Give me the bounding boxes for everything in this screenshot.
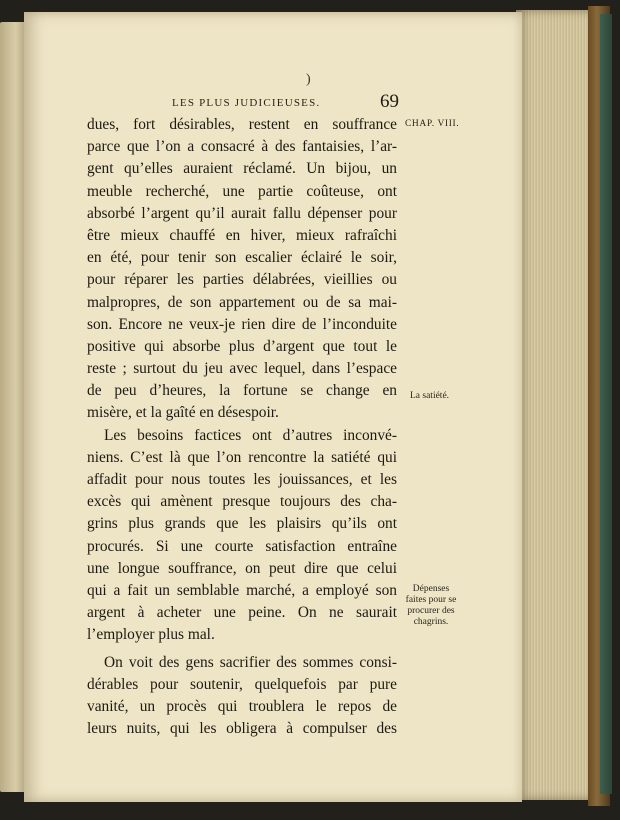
margin-note-line: faites pour se [405, 595, 457, 605]
paragraph-3 [87, 652, 397, 741]
text-line: meuble recherché, une partie coûteuse, ont [87, 182, 397, 200]
text-line: niens. C’est là que l’on rencontre la satiété qui [87, 448, 397, 466]
text-line: excès qui amènent presque toujours des cha- [87, 493, 397, 511]
text-line: être mieux chauffé en hiver, mieux rafraîchi [87, 226, 397, 244]
text-line: grins plus grands que les plaisirs qu’ils ont [87, 515, 397, 533]
text-line: positive qui absorbe plus d’argent que tout le [87, 337, 397, 355]
cover-cloth-strip [600, 14, 612, 794]
text-line: argent à acheter une peine. On ne saurait [87, 604, 397, 622]
margin-note-line: Dépenses [412, 584, 450, 594]
text-line: son. Encore ne veux-je rien dire de l’inconduite [87, 315, 397, 333]
text-line: gent qu’elles auraient réclamé. Un bijou, un [87, 160, 397, 178]
text-line: de peu d’heures, la fortune se change en [87, 382, 397, 400]
text-line: parce que l’on a consacré à des fantaisies, l’ar- [87, 138, 397, 156]
text-line: Les besoins factices ont d’autres inconvé- [104, 426, 397, 444]
text-line: l’employer plus mal. [87, 626, 215, 644]
text-line: une longue souffrance, on peut dire que celui [87, 559, 397, 577]
text-line: malpropres, de son appartement ou de sa mai- [87, 293, 397, 311]
paragraph-1 [87, 114, 397, 425]
text-line: procurés. Si une courte satisfaction entraîne [87, 537, 397, 555]
text-line: pour réparer les parties délabrées, vieillies ou [87, 271, 397, 289]
text-line: dues, fort désirables, restent en souffrance [87, 116, 397, 133]
text-line: dérables pour soutenir, quelquefois par pure [87, 675, 397, 693]
text-line: qui a fait un semblable marché, a employé son [87, 581, 397, 599]
page-block-edges [516, 10, 594, 800]
margin-note-satiete: La satiété. [410, 391, 450, 401]
text-line: leurs nuits, qui les obligera à compulser des [87, 720, 397, 738]
body-text [87, 114, 397, 740]
margin-note-chapter: CHAP. VIII. [405, 119, 460, 129]
margin-note-depenses [400, 584, 462, 628]
text-line: vanité, un procès qui troublera le repos de [87, 697, 397, 715]
text-line: absorbé l’argent qu’il aurait fallu dépenser pour [87, 204, 397, 222]
text-line: misère, et la gaîté en désespoir. [87, 404, 279, 422]
text-line: affadit pour nous toutes les jouissances, et les [87, 471, 397, 488]
paragraph-2 [87, 425, 397, 647]
margin-note-line: chagrins. [413, 617, 449, 627]
text-line: On voit des gens sacrifier des sommes consi- [104, 653, 397, 671]
text-line: en été, pour tenir son escalier éclairé le soir, [87, 249, 397, 267]
text-line: reste ; surtout du jeu avec lequel, dans l’espace [87, 360, 397, 378]
running-head: LES PLUS JUDICIEUSES. [172, 97, 321, 109]
facing-page-edge [0, 22, 26, 792]
margin-note-line: procurer des [407, 606, 455, 616]
page-number: 69 [380, 91, 399, 112]
stray-mark: ) [306, 72, 311, 87]
